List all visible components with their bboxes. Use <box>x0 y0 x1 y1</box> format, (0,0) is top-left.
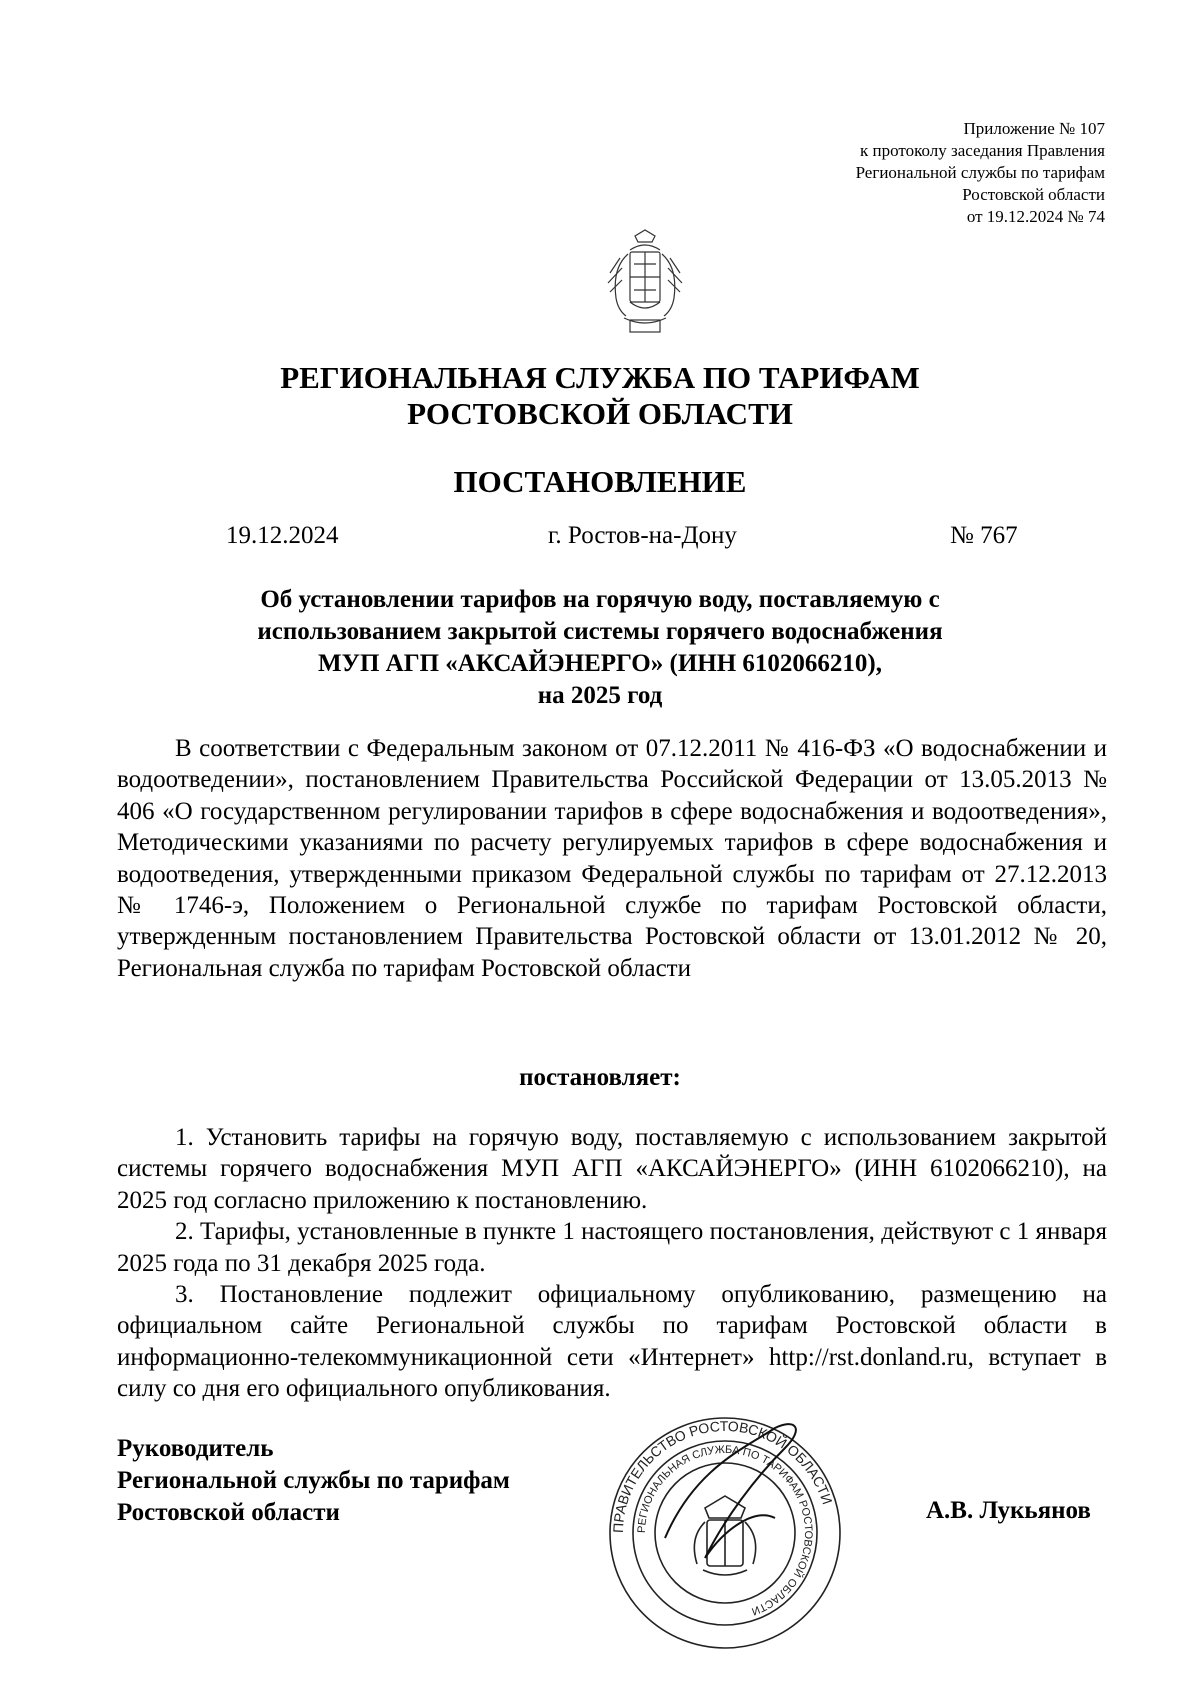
document-date: 19.12.2024 <box>226 522 339 549</box>
signer-title-line: Региональной службы по тарифам <box>117 1467 510 1494</box>
appendix-line: Приложение № 107 <box>963 119 1105 138</box>
org-line: РЕГИОНАЛЬНАЯ СЛУЖБА ПО ТАРИФАМ <box>280 360 920 395</box>
signer-name: А.В. Лукьянов <box>926 1497 1091 1524</box>
org-line: РОСТОВСКОЙ ОБЛАСТИ <box>407 396 793 431</box>
appendix-note <box>856 118 1105 228</box>
stamp-inner-text: РЕГИОНАЛЬНАЯ СЛУЖБА ПО ТАРИФАМ РОСТОВСКОЙ ОБЛАСТИ <box>635 1443 815 1618</box>
signer-title <box>117 1433 510 1529</box>
decree-points <box>117 1122 1107 1405</box>
document-subject <box>0 584 1200 712</box>
decree-point: 1. Установить тарифы на горячую воду, поставляемую с использованием закрытой системы горячего водоснабжения МУП АГП «АКСАЙЭНЕРГО» (ИНН 6102066210), на 2025 год согласно приложению к постановлению. <box>117 1124 1107 1214</box>
subject-line: МУП АГП «АКСАЙЭНЕРГО» (ИНН 6102066210), <box>318 650 882 677</box>
coat-of-arms-emblem-icon <box>600 228 690 338</box>
document-number: № 767 <box>950 522 1018 549</box>
decree-word: постановляет: <box>519 1064 681 1091</box>
organization-name <box>0 360 1200 432</box>
signer-title-line: Руководитель <box>117 1435 274 1462</box>
appendix-line: от 19.12.2024 № 74 <box>966 207 1105 226</box>
signer-title-line: Ростовской области <box>117 1499 340 1526</box>
preamble-paragraph: В соответствии с Федеральным законом от 07.12.2011 № 416-ФЗ «О водоснабжении и водоотведении», постановлением Правительства Российской Федерации от 13.05.2013 № 406 «О государственном регулировании тарифов в сфере водоснабжения и водоотведения», Методическими указаниями по расчету регулируемых тарифов в сфере водоснабжения и водоотведения, утвержденными приказом Федеральной службы по тарифам от 27.12.2013 № 1746-э, Положением о Региональной службе по тарифам Ростовской области, утвержденным постановлением Правительства Ростовской области от 13.01.2012 № 20, Региональная служба по тарифам Ростовской области <box>117 735 1107 982</box>
document-type: ПОСТАНОВЛЕНИЕ <box>453 464 747 499</box>
decree-point: 3. Постановление подлежит официальному опубликованию, размещению на официальном сайте Региональной службы по тарифам Ростовской области в информационно-телекоммуникационной сети «Интернет» http://rst.donland.ru, вступает в силу со дня его официального опубликования. <box>117 1281 1107 1403</box>
stamp-outer-text: ПРАВИТЕЛЬСТВО РОСТОВСКОЙ ОБЛАСТИ <box>609 1417 836 1534</box>
subject-line: использованием закрытой системы горячего водоснабжения <box>257 618 943 645</box>
decree-point: 2. Тарифы, установленные в пункте 1 настоящего постановления, действуют с 1 января 2025 года по 31 декабря 2025 года. <box>117 1218 1107 1277</box>
appendix-line: Ростовской области <box>962 185 1105 204</box>
appendix-line: Региональной службы по тарифам <box>855 163 1105 182</box>
subject-line: на 2025 год <box>537 682 663 709</box>
official-seal-stamp-icon <box>605 1408 845 1658</box>
subject-line: Об установлении тарифов на горячую воду, поставляемую с <box>260 586 940 613</box>
appendix-line: к протоколу заседания Правления <box>860 141 1105 160</box>
document-city: г. Ростов-на-Дону <box>548 522 737 549</box>
